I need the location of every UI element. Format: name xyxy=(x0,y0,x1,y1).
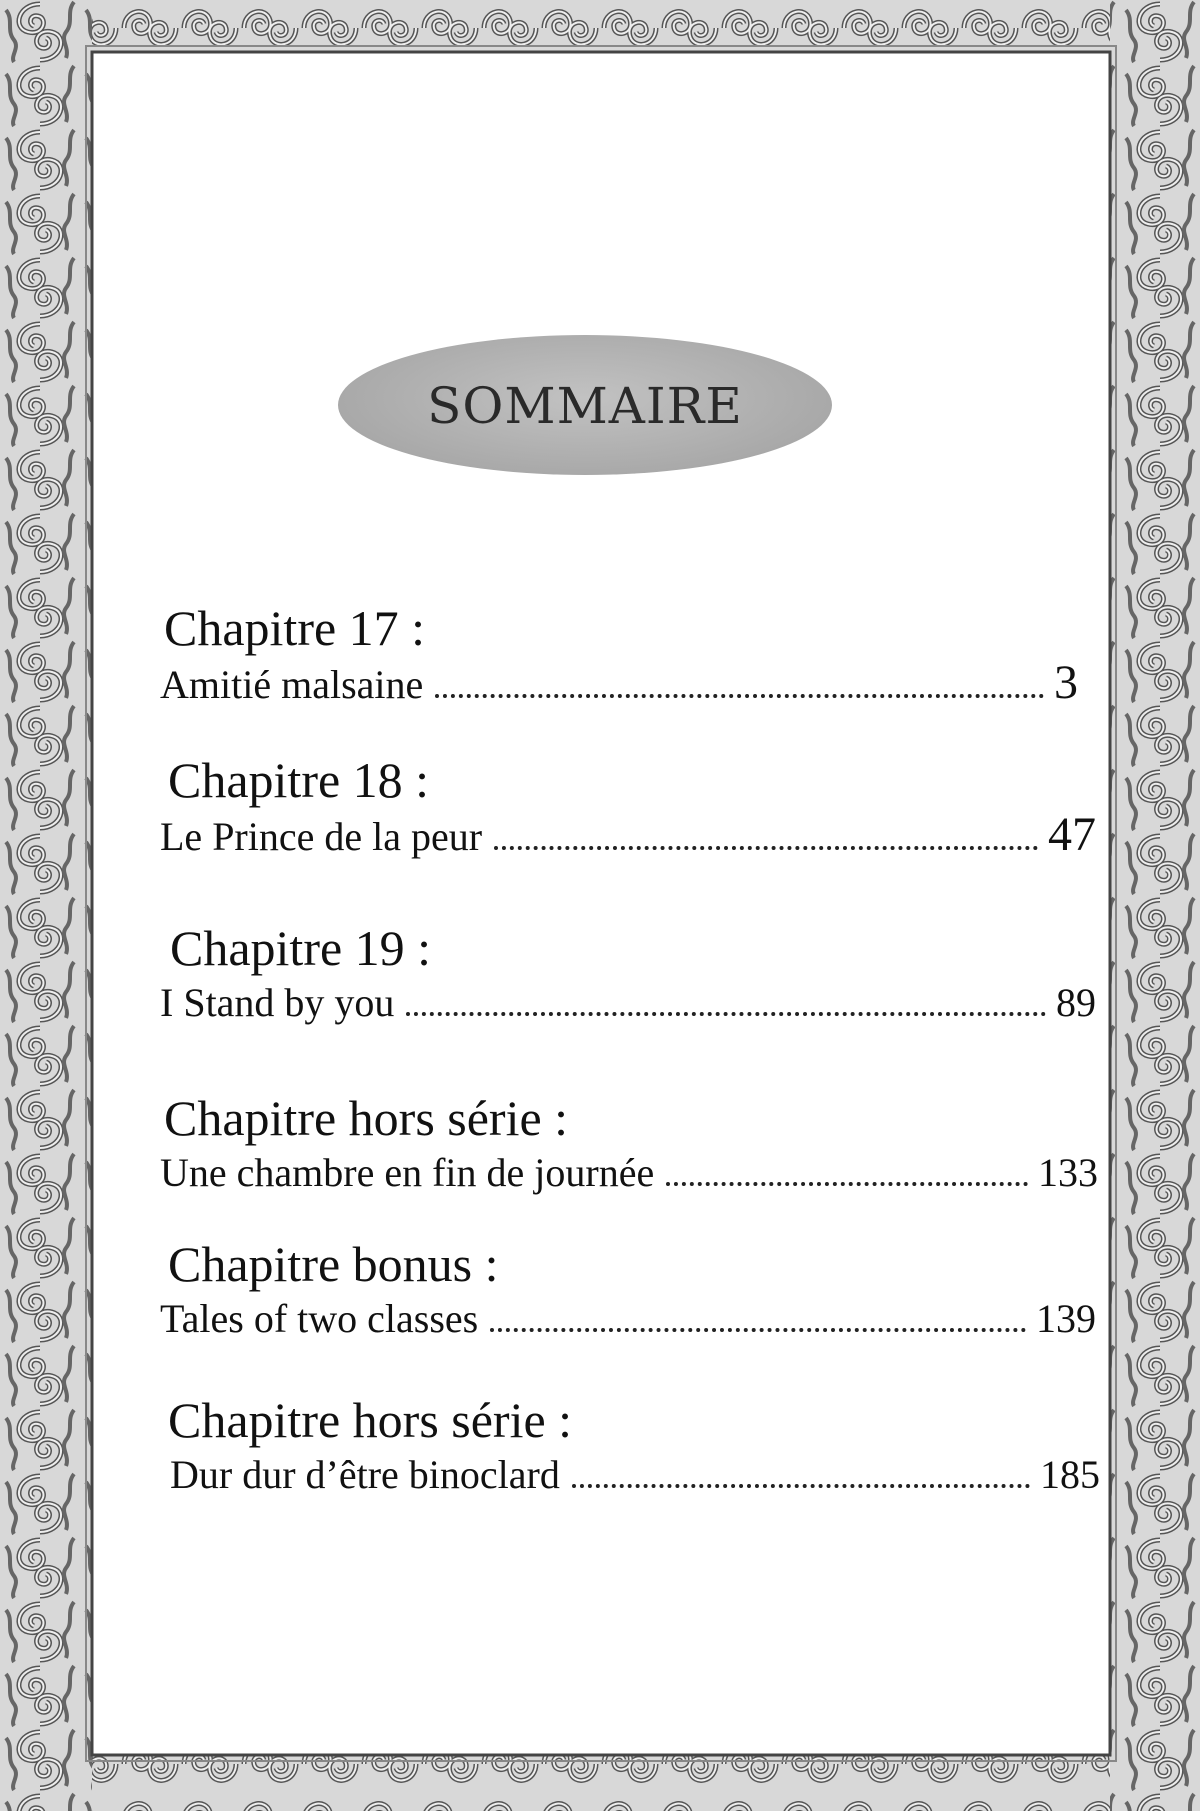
chapter-heading: Chapitre hors série : xyxy=(164,1090,569,1146)
page-number: 139 xyxy=(1036,1296,1096,1341)
page-number: 3 xyxy=(1054,656,1078,709)
chapter-title: Une chambre en fin de journée xyxy=(160,1150,655,1195)
chapter-heading: Chapitre 19 : xyxy=(170,920,432,976)
toc-entry xyxy=(160,1236,1100,1342)
page-number: 89 xyxy=(1056,980,1096,1025)
chapter-title: Tales of two classes xyxy=(160,1296,479,1341)
chapter-line xyxy=(160,1452,1100,1498)
chapter-heading: Chapitre 17 : xyxy=(164,600,426,656)
page-number: 133 xyxy=(1038,1150,1098,1195)
toc-entry xyxy=(160,600,1100,708)
dot-leader xyxy=(494,846,1038,850)
chapter-title: Dur dur d’être binoclard xyxy=(170,1452,560,1497)
dot-leader xyxy=(406,1012,1046,1016)
toc-entry xyxy=(160,1090,1100,1196)
chapter-line xyxy=(160,1150,1098,1196)
dot-leader xyxy=(490,1328,1026,1332)
title-oval xyxy=(338,335,832,475)
page-number: 185 xyxy=(1040,1452,1100,1497)
chapter-line xyxy=(160,1296,1096,1342)
dot-leader xyxy=(666,1182,1028,1186)
dot-leader xyxy=(435,694,1044,698)
chapter-heading: Chapitre bonus : xyxy=(168,1236,499,1292)
chapter-line xyxy=(160,980,1096,1026)
toc-entry xyxy=(160,1392,1100,1498)
chapter-title: Amitié malsaine xyxy=(160,662,424,707)
page-number: 47 xyxy=(1048,808,1096,861)
toc-entry xyxy=(160,920,1100,1026)
chapter-heading: Chapitre 18 : xyxy=(168,752,430,808)
chapter-title: I Stand by you xyxy=(160,980,395,1025)
toc-entry xyxy=(160,752,1100,860)
chapter-title: Le Prince de la peur xyxy=(160,814,483,859)
chapter-line xyxy=(160,656,1078,709)
chapter-heading: Chapitre hors série : xyxy=(168,1392,573,1448)
page-title: SOMMAIRE xyxy=(427,377,743,435)
dot-leader xyxy=(572,1484,1030,1488)
chapter-line xyxy=(160,808,1096,861)
